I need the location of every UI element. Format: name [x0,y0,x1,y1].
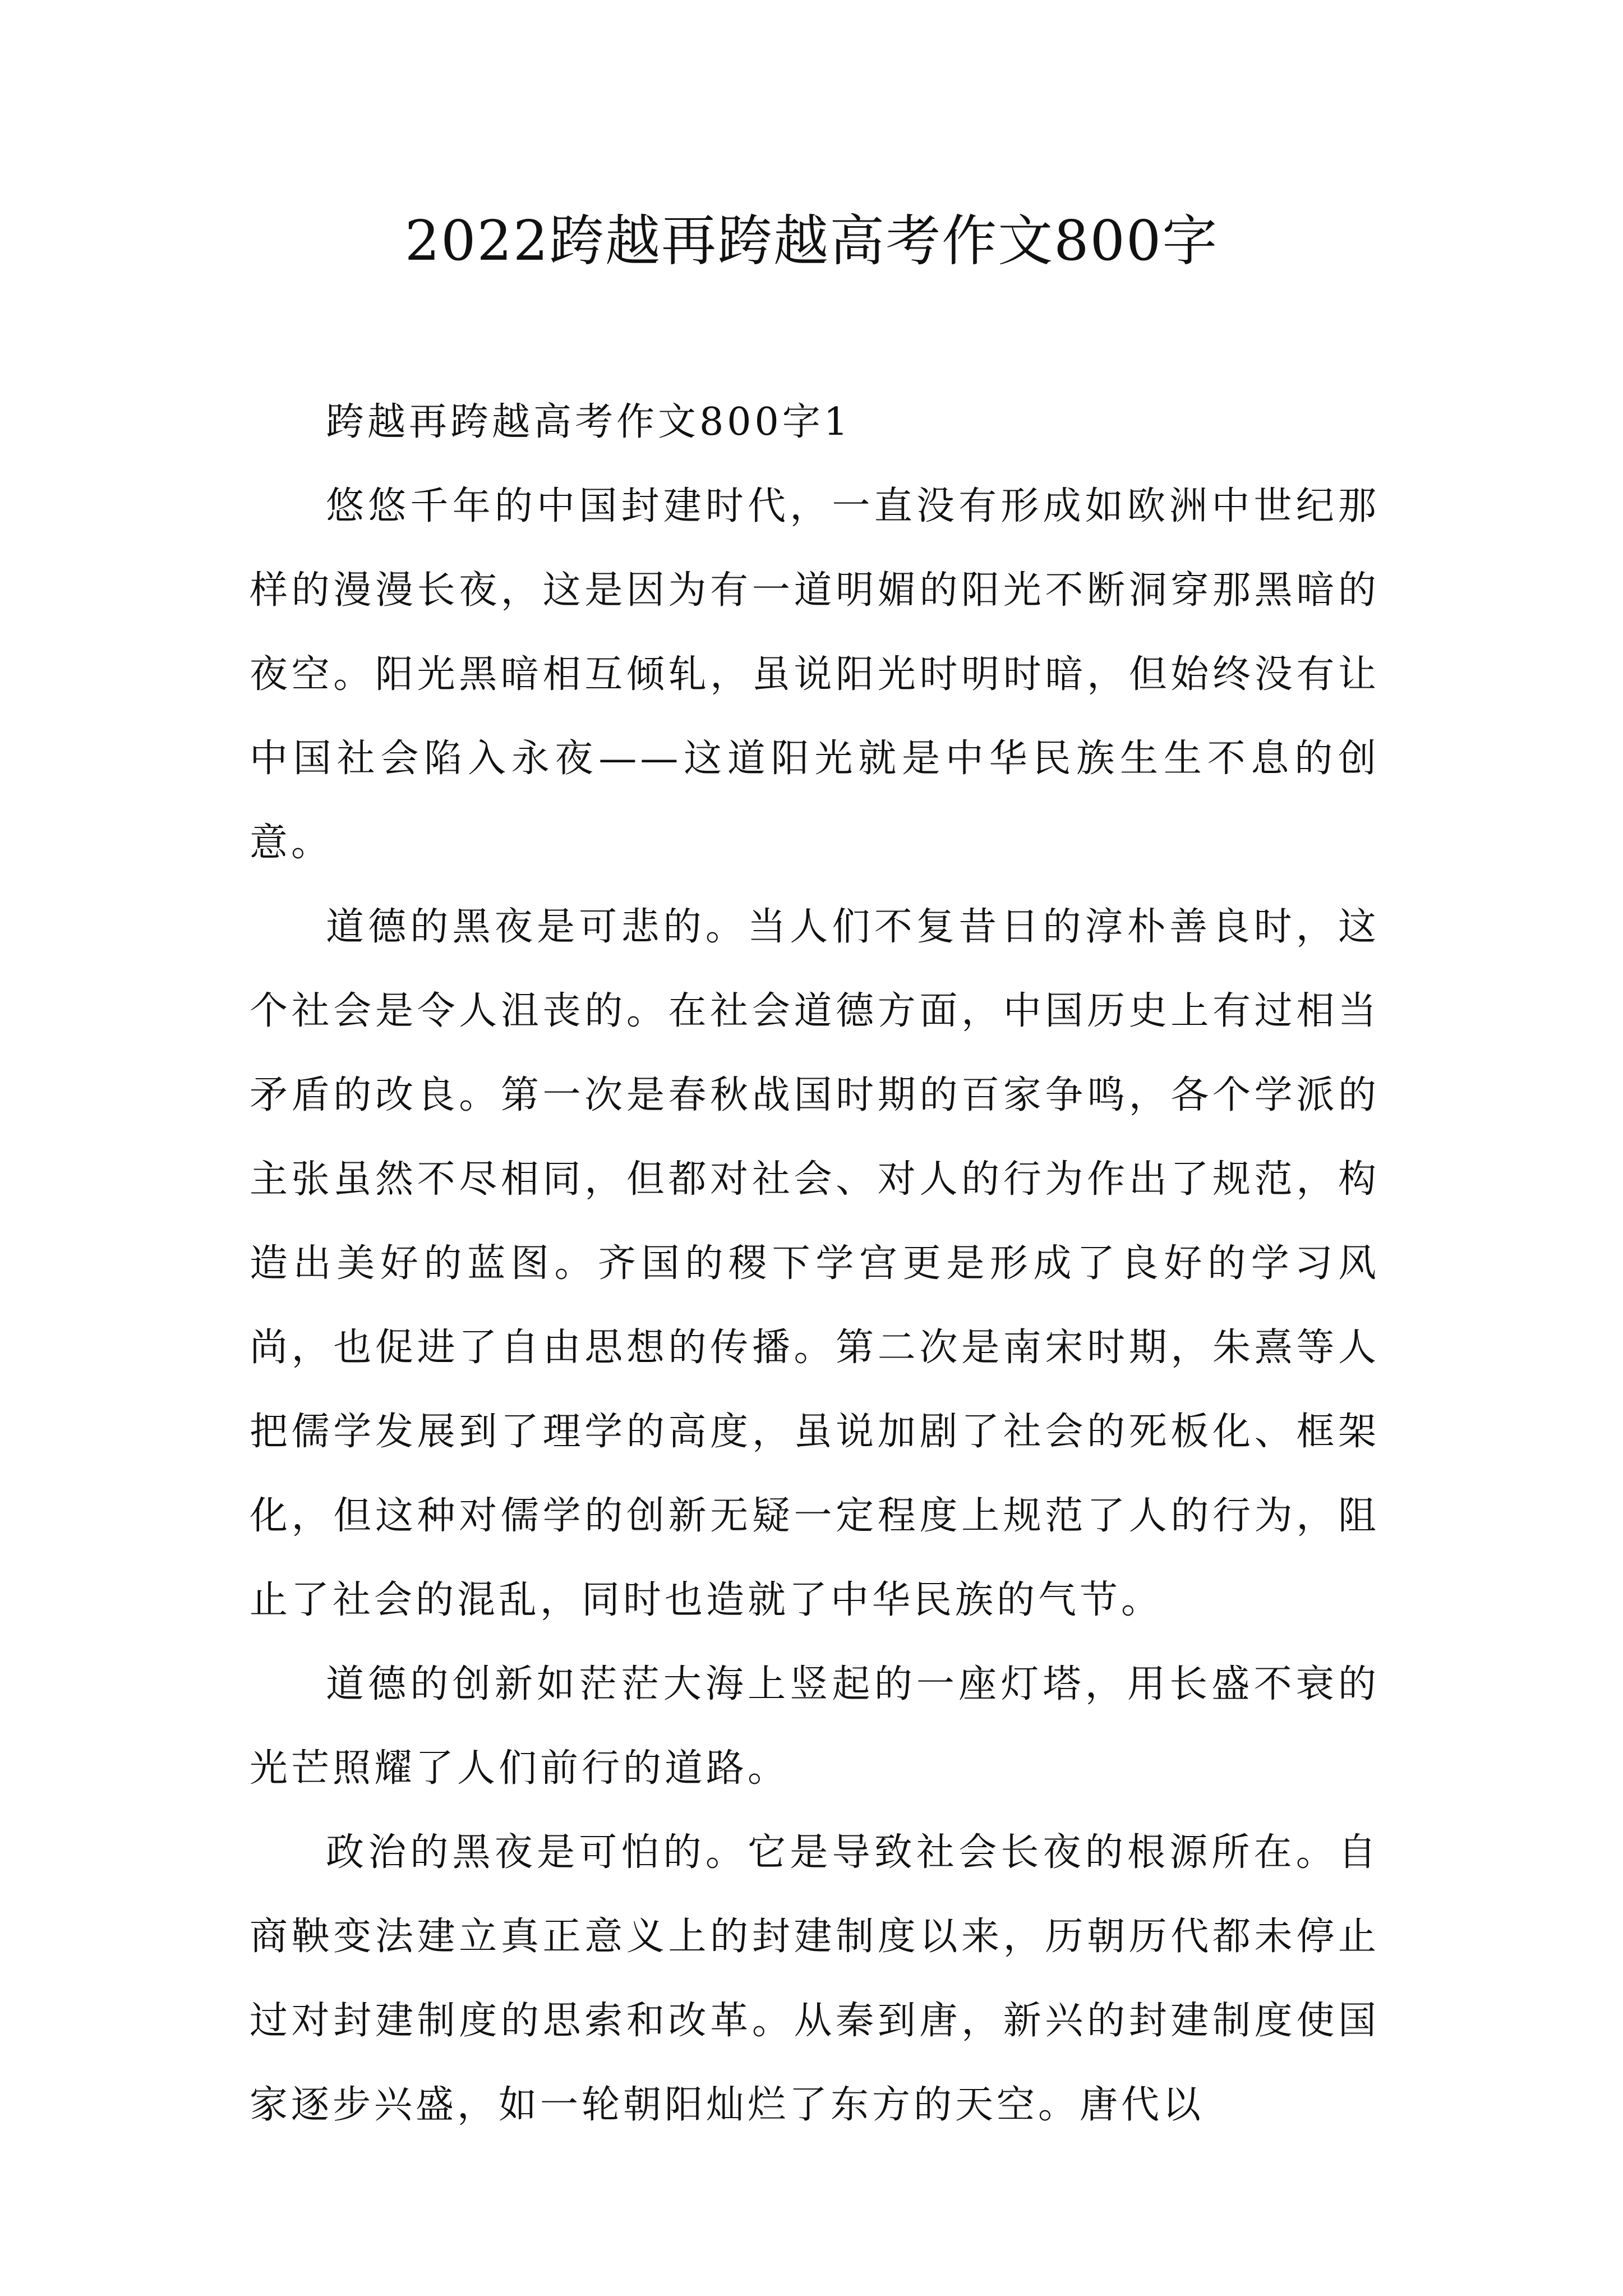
paragraph: 悠悠千年的中国封建时代，一直没有形成如欧洲中世纪那样的漫漫长夜，这是因为有一道明媚的阳光不断洞穿那黑暗的夜空。阳光黑暗相互倾轧，虽说阳光时明时暗，但始终没有让中国社会陷入永夜——这道阳光就是中华民族生生不息的创意。 [250,484,1380,865]
paragraph: 道德的黑夜是可悲的。当人们不复昔日的淳朴善良时，这个社会是令人沮丧的。在社会道德方面，中国历史上有过相当矛盾的改良。第一次是春秋战国时期的百家争鸣，各个学派的主张虽然不尽相同，但都对社会、对人的行为作出了规范，构造出美好的蓝图。齐国的稷下学宫更是形成了良好的学习风尚，也促进了自由思想的传播。第二次是南宋时期，朱熹等人把儒学发展到了理学的高度，虽说加剧了社会的死板化、框架化，但这种对儒学的创新无疑一定程度上规范了人的行为，阻止了社会的混乱，同时也造就了中华民族的气节。 [250,905,1380,1622]
paragraph: 道德的创新如茫茫大海上竖起的一座灯塔，用长盛不衰的光芒照耀了人们前行的道路。 [250,1662,1380,1791]
section-heading: 跨越再跨越高考作文800字1 [326,400,852,444]
document-title: 2022跨越再跨越高考作文800字 [404,209,1219,273]
document-body [250,380,1380,2147]
paragraph: 政治的黑夜是可怕的。它是导致社会长夜的根源所在。自商鞅变法建立真正意义上的封建制度以来，历朝历代都未停止过对封建制度的思索和改革。从秦到唐，新兴的封建制度使国家逐步兴盛，如一轮朝阳灿烂了东方的天空。唐代以 [250,1830,1380,2127]
